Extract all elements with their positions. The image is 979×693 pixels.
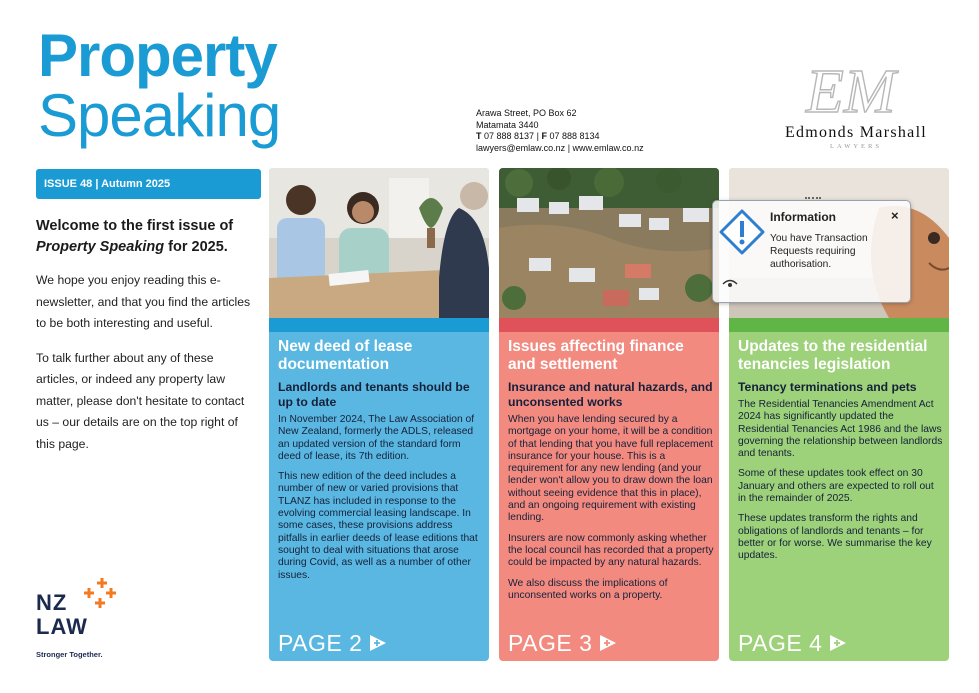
- logo-tagline: Stronger Together.: [36, 650, 103, 659]
- email-link[interactable]: lawyers@emlaw.co.nz: [476, 142, 566, 153]
- page-link-label: PAGE 3: [508, 630, 593, 656]
- page-link-label: PAGE 4: [738, 630, 823, 656]
- color-strip: [269, 318, 489, 332]
- page-3-link[interactable]: [508, 630, 618, 656]
- article-paragraph: The Residential Tenancies Amendment Act 2024 has significantly updated the Residential Tenancies Act 1986 and the laws governing the relationship between landlords and tenants.: [738, 399, 943, 460]
- flood-photo: [499, 168, 719, 318]
- intro-paragraph-2: To talk further about any of these articles, or indeed any property law matter, please don't hesitate to contact us – our details are on the top right of this page.: [36, 350, 245, 451]
- article-paragraph: Insurers are now commonly asking whether the local council has recorded that a property could be impacted by any natural hazards.: [508, 532, 714, 569]
- firm-name: Edmonds Marshall: [784, 124, 928, 141]
- article-body: [278, 338, 484, 590]
- article-paragraph: This new edition of the deed includes a number of new or varied provisions that TLANZ has included in response to the evolving commercial leasing landscape. In some cases, these provisions address pitfalls in earlier deeds of lease editions that sought to deal with situations that arose during Covid, as well as a number of other issues.: [278, 471, 478, 581]
- em-monogram-text: EM: [806, 58, 896, 126]
- article-subtitle: Landlords and tenants should be up to date: [278, 380, 470, 409]
- plus-cluster-icon: [76, 578, 118, 614]
- intro-block: [36, 216, 251, 468]
- article-paragraph: These updates transform the rights and obligations of landlords and tenants – for better or for worse. We summarise the key updates.: [738, 513, 932, 562]
- article-body: [508, 338, 714, 610]
- intro-heading-em: Property Speaking: [36, 239, 165, 255]
- drag-handle[interactable]: [805, 197, 821, 203]
- contact-separator-2: |: [567, 142, 571, 153]
- fax-label: F: [541, 131, 547, 141]
- info-warning-icon: [719, 209, 765, 255]
- logo-nz: NZ: [36, 590, 68, 615]
- issue-label: ISSUE 48 | Autumn 2025: [36, 169, 261, 199]
- meeting-photo: [269, 168, 489, 318]
- phone-label: T: [476, 131, 482, 141]
- article-paragraph: Some of these updates took effect on 30 January and others are expected to roll out in the remainder of 2025.: [738, 468, 934, 505]
- page-link-label: PAGE 2: [278, 630, 363, 656]
- page-2-link[interactable]: [278, 630, 388, 656]
- intro-paragraph-1: We hope you enjoy reading this e-newsletter, and that you find the articles to be both interesting and useful.: [36, 273, 251, 330]
- article-title: New deed of lease documentation: [278, 338, 413, 373]
- contact-phone-line: [476, 131, 644, 143]
- article-body: [738, 338, 944, 571]
- contact-block: [476, 108, 644, 154]
- nz-law-logo: [36, 578, 156, 662]
- contact-address-line1: Arawa Street, PO Box 62: [476, 108, 577, 118]
- contact-address-line2: Matamata 3440: [476, 119, 539, 130]
- popup-message: You have Transaction Requests requiring authorisation.: [770, 233, 868, 270]
- intro-heading: [36, 216, 251, 258]
- article-paragraph: In November 2024, The Law Association of New Zealand, formerly the ADLS, released an updated version of the standard form deed of lease, its 7th edition.: [278, 414, 475, 462]
- article-paragraph: We also discuss the implications of unconsented works on a property.: [508, 577, 668, 601]
- logo-law: LAW: [36, 614, 88, 639]
- article-subtitle: Tenancy terminations and pets: [738, 380, 917, 394]
- article-card-deed-of-lease[interactable]: [269, 168, 489, 661]
- intro-heading-pre: Welcome to the first issue of: [36, 218, 234, 234]
- color-strip: [499, 318, 719, 332]
- contact-web-line: [476, 143, 644, 155]
- article-title: Updates to the residential tenancies legislation: [738, 338, 928, 373]
- arrow-right-icon: [598, 634, 618, 652]
- phone-value: 07 888 8137: [484, 131, 535, 141]
- article-card-finance-settlement[interactable]: [499, 168, 719, 661]
- arrow-right-icon: [368, 634, 388, 652]
- masthead-title-line2: Speaking: [38, 82, 281, 149]
- arrow-right-icon: [828, 634, 848, 652]
- article-subtitle: Insurance and natural hazards, and unconsented works: [508, 380, 713, 409]
- close-icon[interactable]: ×: [891, 208, 899, 223]
- page-4-link[interactable]: [738, 630, 848, 656]
- eye-icon[interactable]: [722, 278, 738, 290]
- article-paragraph: When you have lending secured by a mortgage on your home, it will be a condition of that lending that you have full replacement insurance for your house. This is a requirement for any new lending (and your lender won't allow you to draw down the loan without seeing evidence that this in place), and an ongoing requirement with existing lending.: [508, 414, 713, 524]
- fax-value: 07 888 8134: [549, 131, 600, 141]
- article-title: Issues affecting finance and settlement: [508, 338, 684, 373]
- contact-separator: |: [536, 131, 539, 141]
- website-link[interactable]: www.emlaw.co.nz: [572, 142, 644, 153]
- firm-subtitle: LAWYERS: [830, 143, 882, 150]
- em-monogram-logo: [800, 56, 910, 126]
- intro-heading-post: for 2025.: [164, 239, 228, 255]
- popup-title: Information: [770, 210, 836, 224]
- color-strip: [729, 318, 949, 332]
- masthead-title-line1: Property: [38, 22, 277, 89]
- info-notification-popup[interactable]: [712, 200, 911, 303]
